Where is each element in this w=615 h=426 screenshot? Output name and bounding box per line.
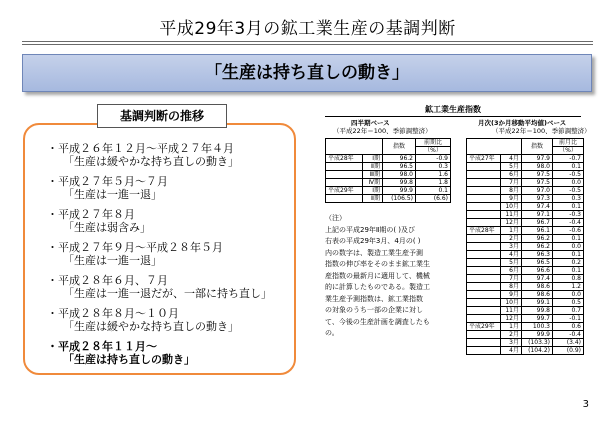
quarterly-corner bbox=[326, 139, 383, 155]
monthly-year bbox=[467, 195, 501, 203]
monthly-index: 100.3 bbox=[522, 323, 553, 331]
monthly-month: 9月 bbox=[501, 291, 522, 299]
quarterly-period: Ⅳ期 bbox=[363, 179, 383, 187]
monthly-month: 10月 bbox=[501, 299, 522, 307]
monthly-index: 96.2 bbox=[522, 235, 553, 243]
monthly-change: 0.1 bbox=[553, 163, 584, 171]
monthly-change: 0.3 bbox=[553, 195, 584, 203]
monthly-index: 98.0 bbox=[522, 163, 553, 171]
history-list bbox=[47, 142, 272, 373]
monthly-col-index: 指数 bbox=[522, 139, 553, 155]
quarterly-year: 平成28年 bbox=[326, 155, 363, 163]
monthly-row bbox=[467, 211, 584, 219]
quarterly-row bbox=[326, 179, 451, 187]
monthly-year bbox=[467, 275, 501, 283]
quarterly-index: 96.5 bbox=[383, 163, 416, 171]
quarterly-col-change: 前期比 bbox=[416, 139, 451, 147]
monthly-change: 0.1 bbox=[553, 251, 584, 259]
footnote-line: 産指数の最新月に適用して、機械 bbox=[325, 271, 430, 280]
quarterly-year bbox=[326, 163, 363, 171]
monthly-year bbox=[467, 267, 501, 275]
monthly-month: 5月 bbox=[501, 163, 522, 171]
monthly-index: 96.2 bbox=[522, 243, 553, 251]
quarterly-year bbox=[326, 179, 363, 187]
monthly-year bbox=[467, 235, 501, 243]
quarterly-col-unit: （%） bbox=[416, 147, 451, 155]
monthly-year bbox=[467, 243, 501, 251]
monthly-index: 96.7 bbox=[522, 219, 553, 227]
monthly-index: 97.4 bbox=[522, 275, 553, 283]
title-rule-bottom bbox=[22, 44, 593, 45]
quarterly-period: Ⅰ期 bbox=[363, 187, 383, 195]
monthly-row bbox=[467, 267, 584, 275]
quarterly-row bbox=[326, 187, 451, 195]
monthly-index: 97.9 bbox=[522, 155, 553, 163]
monthly-index: 97.4 bbox=[522, 203, 553, 211]
history-text: 「生産は一進一退」 bbox=[63, 188, 162, 201]
footnote-line: の対象のうち一部の企業に対し bbox=[325, 306, 423, 314]
monthly-index: 96.1 bbox=[522, 227, 553, 235]
monthly-row bbox=[467, 251, 584, 259]
monthly-row bbox=[467, 347, 584, 355]
monthly-month: 3月 bbox=[501, 243, 522, 251]
footnote-line: 内の数字は、製造工業生産予測 bbox=[325, 248, 423, 257]
monthly-month: 11月 bbox=[501, 211, 522, 219]
monthly-month: 12月 bbox=[501, 219, 522, 227]
quarterly-index: 96.2 bbox=[383, 155, 416, 163]
footnote-line: 右表の平成29年3月、4月の( ) bbox=[325, 237, 421, 245]
monthly-change: -0.1 bbox=[553, 315, 584, 323]
footnote-line: の。 bbox=[325, 329, 339, 337]
quarterly-row bbox=[326, 163, 451, 171]
history-text: 「生産は緩やかな持ち直しの動き」 bbox=[63, 155, 239, 168]
footnote bbox=[325, 213, 455, 340]
monthly-month: 2月 bbox=[501, 331, 522, 339]
monthly-index: (104.2) bbox=[522, 347, 553, 355]
monthly-row bbox=[467, 259, 584, 267]
monthly-index: 98.6 bbox=[522, 283, 553, 291]
monthly-row bbox=[467, 307, 584, 315]
monthly-index: 99.9 bbox=[522, 331, 553, 339]
monthly-row bbox=[467, 179, 584, 187]
monthly-index: 99.8 bbox=[522, 307, 553, 315]
monthly-year bbox=[467, 315, 501, 323]
monthly-month: 1月 bbox=[501, 323, 522, 331]
history-period: ・平成２６年１２月～平成２７年４月 bbox=[47, 142, 234, 155]
monthly-change: -0.5 bbox=[553, 187, 584, 195]
quarterly-change: 1.8 bbox=[416, 179, 451, 187]
monthly-index: 96.5 bbox=[522, 259, 553, 267]
quarterly-index: 98.0 bbox=[383, 171, 416, 179]
history-heading: 基調判断の推移 bbox=[97, 104, 227, 128]
monthly-month: 9月 bbox=[501, 195, 522, 203]
monthly-change: 0.2 bbox=[553, 259, 584, 267]
monthly-index: 99.7 bbox=[522, 315, 553, 323]
monthly-year bbox=[467, 291, 501, 299]
quarterly-col-index: 指数 bbox=[383, 139, 416, 155]
monthly-corner bbox=[467, 139, 522, 155]
monthly-index: 99.1 bbox=[522, 299, 553, 307]
history-item bbox=[47, 175, 272, 201]
monthly-month: 6月 bbox=[501, 171, 522, 179]
monthly-change: -0.5 bbox=[553, 171, 584, 179]
monthly-row bbox=[467, 219, 584, 227]
monthly-change: 1.2 bbox=[553, 283, 584, 291]
history-text: 「生産は緩やかな持ち直しの動き」 bbox=[63, 320, 239, 333]
monthly-year bbox=[467, 307, 501, 315]
footnote-line: （注） bbox=[325, 214, 346, 222]
monthly-change: (3.4) bbox=[553, 339, 584, 347]
monthly-index: 97.5 bbox=[522, 179, 553, 187]
monthly-year: 平成29年 bbox=[467, 323, 501, 331]
monthly-year bbox=[467, 187, 501, 195]
quarterly-row bbox=[326, 171, 451, 179]
monthly-row bbox=[467, 331, 584, 339]
footnote-line: 上記の平成29年Ⅱ期の( )及び bbox=[325, 225, 416, 234]
quarterly-heading: 四半期ベース bbox=[351, 119, 390, 127]
judgment-banner: 「生産は持ち直しの動き」 bbox=[22, 54, 592, 92]
monthly-row bbox=[467, 291, 584, 299]
monthly-index: (103.3) bbox=[522, 339, 553, 347]
monthly-row bbox=[467, 171, 584, 179]
history-period: ・平成２７年８月 bbox=[47, 208, 135, 221]
quarterly-period: Ⅲ期 bbox=[363, 171, 383, 179]
monthly-row bbox=[467, 155, 584, 163]
monthly-year bbox=[467, 259, 501, 267]
monthly-change: 0.1 bbox=[553, 267, 584, 275]
quarterly-change: -0.9 bbox=[416, 155, 451, 163]
monthly-change: 0.1 bbox=[553, 203, 584, 211]
monthly-month: 5月 bbox=[501, 259, 522, 267]
monthly-change: 0.1 bbox=[553, 235, 584, 243]
monthly-year bbox=[467, 347, 501, 355]
monthly-change: -0.4 bbox=[553, 219, 584, 227]
quarterly-year bbox=[326, 195, 363, 203]
page-number: 3 bbox=[582, 399, 589, 410]
monthly-row bbox=[467, 283, 584, 291]
monthly-row bbox=[467, 195, 584, 203]
footnote-line: 指数の伸び率をそのまま鉱工業生 bbox=[325, 260, 430, 268]
monthly-change: -0.6 bbox=[553, 227, 584, 235]
monthly-change: 0.6 bbox=[553, 323, 584, 331]
monthly-heading: 月次(3か月移動平均値)ベース bbox=[478, 119, 567, 127]
monthly-index: 98.6 bbox=[522, 291, 553, 299]
monthly-year: 平成27年 bbox=[467, 155, 501, 163]
monthly-change: 0.5 bbox=[553, 299, 584, 307]
monthly-month: 11月 bbox=[501, 307, 522, 315]
footnote-line: 的に計算したものである。製造工 bbox=[325, 283, 430, 291]
monthly-index: 97.5 bbox=[522, 171, 553, 179]
monthly-row bbox=[467, 235, 584, 243]
monthly-year bbox=[467, 219, 501, 227]
quarterly-period: Ⅱ期 bbox=[363, 163, 383, 171]
monthly-change: 0.0 bbox=[553, 243, 584, 251]
monthly-base: （平成22年＝100、季節調整済） bbox=[492, 127, 591, 135]
quarterly-base: （平成22年＝100、季節調整済） bbox=[333, 127, 432, 135]
quarterly-change: 1.6 bbox=[416, 171, 451, 179]
quarterly-table bbox=[325, 138, 451, 203]
monthly-row bbox=[467, 315, 584, 323]
monthly-row bbox=[467, 275, 584, 283]
monthly-col-change: 前月比 bbox=[553, 139, 584, 147]
monthly-change: (0.9) bbox=[553, 347, 584, 355]
monthly-year bbox=[467, 171, 501, 179]
monthly-month: 3月 bbox=[501, 339, 522, 347]
history-text: 「生産は一進一退」 bbox=[63, 254, 162, 267]
title-rule-top bbox=[22, 41, 593, 42]
quarterly-period: Ⅰ期 bbox=[363, 155, 383, 163]
history-text: 「生産は一進一退だが、一部に持ち直し」 bbox=[63, 287, 272, 300]
quarterly-row bbox=[326, 155, 451, 163]
history-period: ・平成２７年９月～平成２８年５月 bbox=[47, 241, 223, 254]
monthly-index: 97.3 bbox=[522, 195, 553, 203]
monthly-year bbox=[467, 203, 501, 211]
history-text: 「生産は弱含み」 bbox=[63, 221, 151, 234]
history-item bbox=[47, 142, 272, 168]
monthly-month: 4月 bbox=[501, 251, 522, 259]
monthly-month: 4月 bbox=[501, 347, 522, 355]
monthly-change: -0.4 bbox=[553, 331, 584, 339]
monthly-year bbox=[467, 283, 501, 291]
monthly-row bbox=[467, 227, 584, 235]
history-period: ・平成２８年６月、７月 bbox=[47, 274, 168, 287]
monthly-row bbox=[467, 187, 584, 195]
quarterly-index: 99.8 bbox=[383, 179, 416, 187]
monthly-month: 2月 bbox=[501, 235, 522, 243]
monthly-row bbox=[467, 299, 584, 307]
history-period: ・平成２８年８月～１０月 bbox=[47, 307, 179, 320]
monthly-month: 12月 bbox=[501, 315, 522, 323]
monthly-change: -0.7 bbox=[553, 155, 584, 163]
monthly-change: 0.0 bbox=[553, 291, 584, 299]
quarterly-year: 平成29年 bbox=[326, 187, 363, 195]
monthly-row bbox=[467, 203, 584, 211]
monthly-month: 8月 bbox=[501, 283, 522, 291]
monthly-year bbox=[467, 163, 501, 171]
history-item bbox=[47, 274, 272, 300]
history-item bbox=[47, 307, 272, 333]
quarterly-row bbox=[326, 195, 451, 203]
quarterly-index: 99.9 bbox=[383, 187, 416, 195]
quarterly-change: 0.3 bbox=[416, 163, 451, 171]
monthly-month: 7月 bbox=[501, 275, 522, 283]
monthly-month: 6月 bbox=[501, 267, 522, 275]
quarterly-change: 0.1 bbox=[416, 187, 451, 195]
monthly-table bbox=[466, 138, 584, 355]
monthly-row bbox=[467, 163, 584, 171]
history-item bbox=[47, 208, 272, 234]
monthly-month: 7月 bbox=[501, 179, 522, 187]
monthly-row bbox=[467, 339, 584, 347]
monthly-index: 96.6 bbox=[522, 267, 553, 275]
quarterly-period: Ⅱ期 bbox=[363, 195, 383, 203]
monthly-year bbox=[467, 211, 501, 219]
history-item bbox=[47, 241, 272, 267]
quarterly-year bbox=[326, 171, 363, 179]
monthly-year bbox=[467, 179, 501, 187]
monthly-change: 0.0 bbox=[553, 179, 584, 187]
monthly-index: 96.3 bbox=[522, 251, 553, 259]
monthly-month: 1月 bbox=[501, 227, 522, 235]
monthly-year: 平成28年 bbox=[467, 227, 501, 235]
monthly-change: 0.8 bbox=[553, 275, 584, 283]
monthly-year bbox=[467, 331, 501, 339]
monthly-year bbox=[467, 299, 501, 307]
monthly-change: -0.3 bbox=[553, 211, 584, 219]
index-title: 鉱工業生産指数 bbox=[325, 104, 581, 117]
monthly-year bbox=[467, 251, 501, 259]
history-period: ・平成２８年１１月～ bbox=[47, 340, 157, 353]
monthly-change: 0.7 bbox=[553, 307, 584, 315]
page-title: 平成29年3月の鉱工業生産の基調判断 bbox=[159, 19, 456, 39]
monthly-index: 97.1 bbox=[522, 211, 553, 219]
monthly-month: 8月 bbox=[501, 187, 522, 195]
monthly-row bbox=[467, 323, 584, 331]
monthly-index: 97.0 bbox=[522, 187, 553, 195]
quarterly-change: (6.6) bbox=[416, 195, 451, 203]
footnote-line: て、今後の生産計画を調査したも bbox=[325, 317, 430, 326]
history-text: 「生産は持ち直しの動き」 bbox=[63, 353, 195, 366]
monthly-row bbox=[467, 243, 584, 251]
quarterly-index: (106.5) bbox=[383, 195, 416, 203]
monthly-year bbox=[467, 339, 501, 347]
history-period: ・平成２７年５月～７月 bbox=[47, 175, 168, 188]
history-item bbox=[47, 340, 272, 366]
monthly-month: 4月 bbox=[501, 155, 522, 163]
footnote-line: 業生産予測指数は、鉱工業指数 bbox=[325, 294, 423, 303]
monthly-col-unit: （%） bbox=[553, 147, 584, 155]
monthly-month: 10月 bbox=[501, 203, 522, 211]
